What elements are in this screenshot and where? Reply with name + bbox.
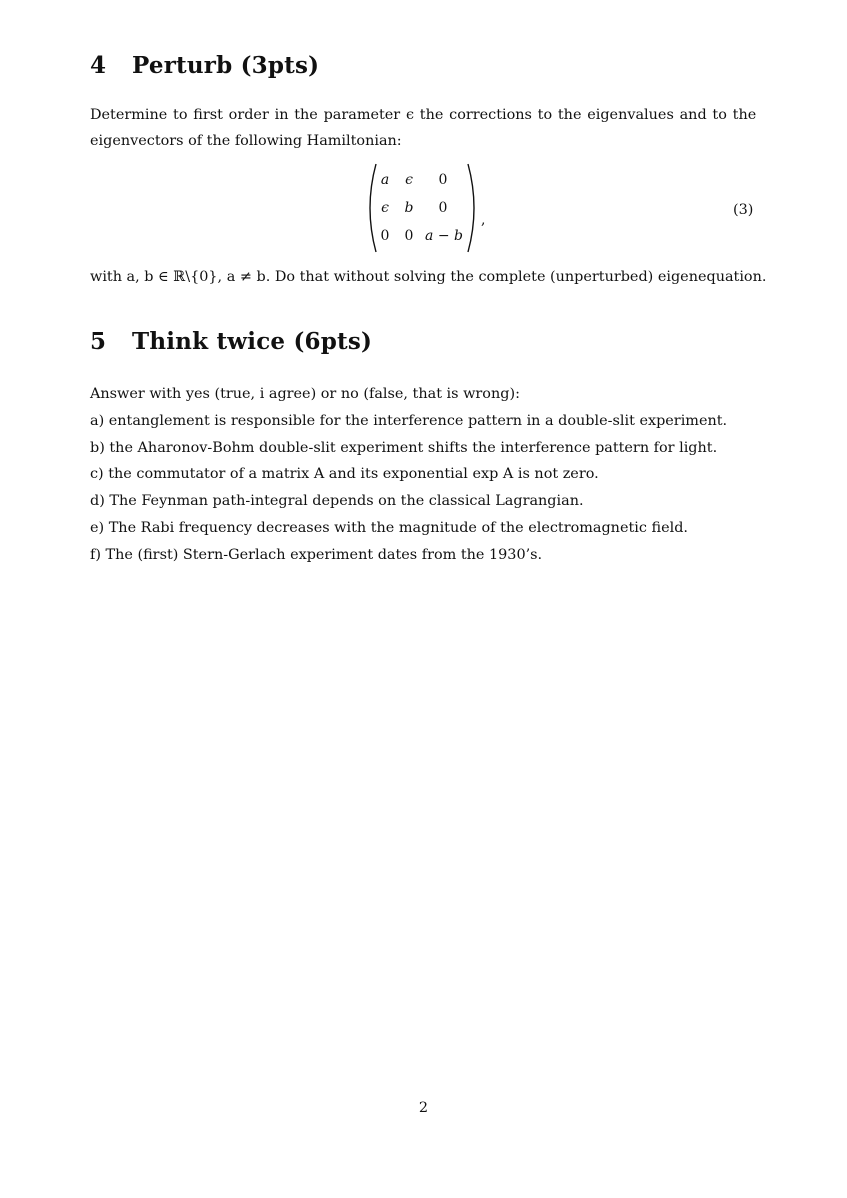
question-item-d: d) The Feynman path-integral depends on the classical Lagrangian. <box>90 493 584 510</box>
matrix-cell-r1c3: 0 <box>438 172 448 188</box>
hamiltonian-matrix <box>366 162 478 254</box>
equation-number: (3) <box>733 202 754 218</box>
section-5-heading <box>90 328 372 355</box>
question-item-b: b) the Aharonov-Bohm double-slit experiment shifts the interference pattern for light. <box>90 439 718 456</box>
matrix-cell-r3c3: a − b <box>425 228 463 244</box>
section-4-title: Perturb (3pts) <box>132 52 320 79</box>
matrix-trailing-comma: , <box>481 212 486 228</box>
matrix-cell-r2c3: 0 <box>438 200 448 216</box>
section-5-title: Think twice (6pts) <box>132 328 373 355</box>
question-list <box>90 381 727 569</box>
section-4-heading <box>90 52 319 79</box>
section-4-number: 4 <box>90 52 107 79</box>
section-4-intro-line1: Determine to first order in the parameter ϵ the corrections to the eigenvalues and to the <box>90 107 757 123</box>
matrix-cell-r3c1: 0 <box>380 228 390 244</box>
section-4-intro-line2: eigenvectors of the following Hamiltonian: <box>90 133 402 149</box>
question-item-e: e) The Rabi frequency decreases with the magnitude of the electromagnetic field. <box>90 519 688 536</box>
page-number: 2 <box>418 1100 429 1116</box>
question-item-f: f) The (first) Stern-Gerlach experiment dates from the 1930’s. <box>90 546 543 563</box>
section-5-number: 5 <box>90 328 107 355</box>
matrix-cell-r1c1: a <box>380 172 390 188</box>
matrix-cell-r1c2: ϵ <box>405 172 413 188</box>
section-4-condition: with a, b ∈ ℝ\{0}, a ≠ b. Do that without solving the complete (unperturbed) eigenequation. <box>90 269 767 285</box>
matrix-cell-r3c2: 0 <box>404 228 414 244</box>
question-item-a: a) entanglement is responsible for the interference pattern in a double-slit experiment. <box>90 412 728 429</box>
section-4-intro <box>90 102 760 154</box>
matrix-cell-r2c1: ϵ <box>381 200 389 216</box>
section-5-intro: Answer with yes (true, i agree) or no (false, that is wrong): <box>90 386 520 402</box>
matrix-cell-r2c2: b <box>404 200 414 216</box>
question-item-c: c) the commutator of a matrix A and its exponential exp A is not zero. <box>90 466 599 483</box>
